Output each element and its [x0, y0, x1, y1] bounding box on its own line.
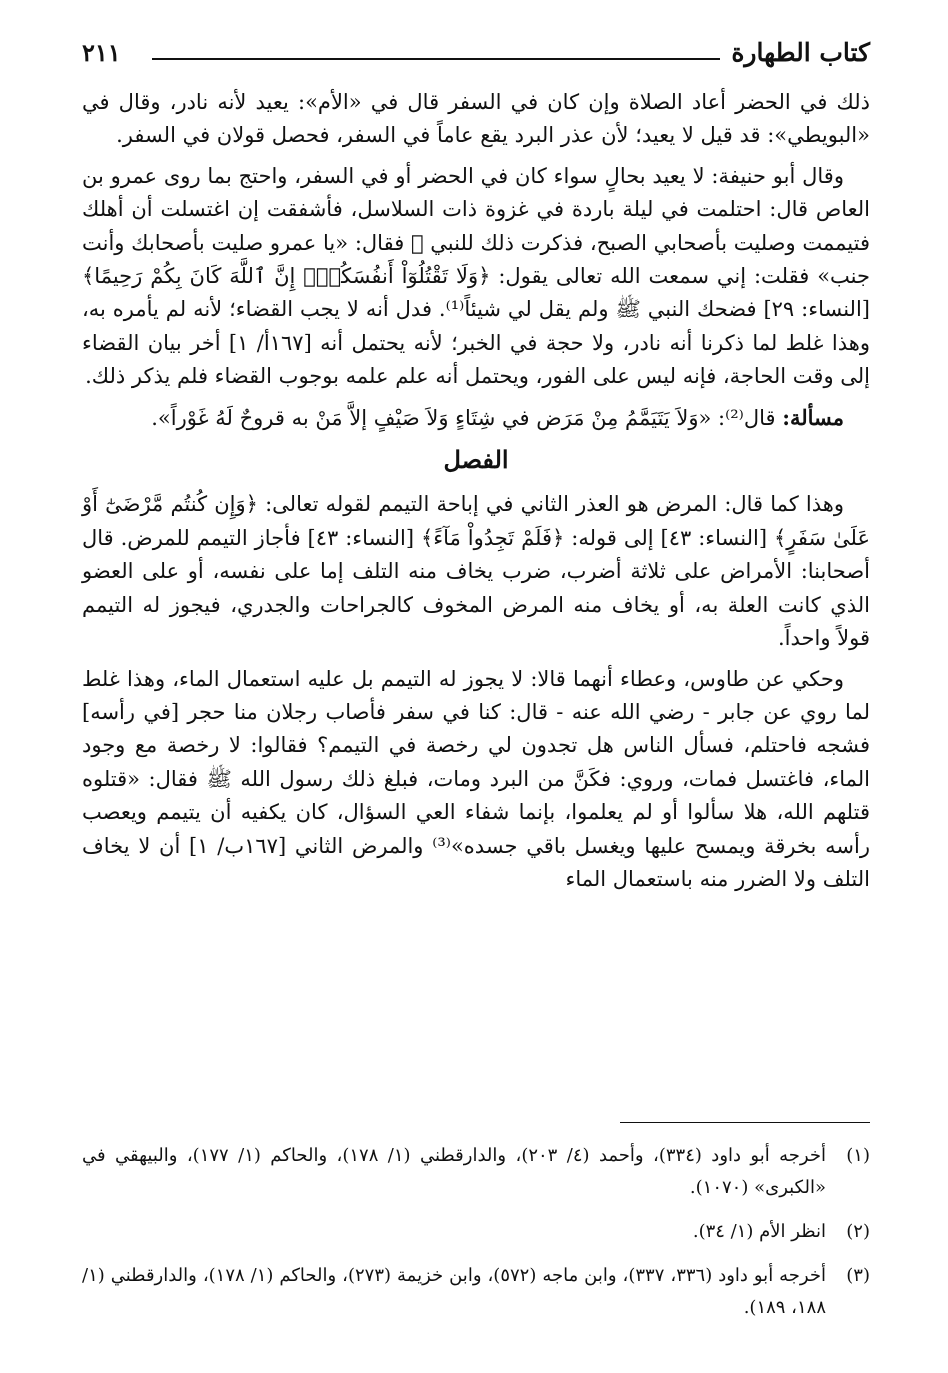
paragraph-5: وحكي عن طاوس، وعطاء أنهما قالا: لا يجوز له التيمم بل عليه استعمال الماء، وهذا غلط لما روي عن جابر - رضي الله عنه - قال: كنا في سفر فأصاب رجلان منا حجر [في رأسه] فشجه فاحتلم، فسأل الناس هل تجدون لي رخصة في التيمم؟ فقالوا: لا رخصة مع وجود الماء، فاغتسل فمات، وروي: فكَنَّ من البرد ومات، فبلغ ذلك رسول الله ﷺ فقال: «قتلوه قتلهم الله، هلا سألوا أو لم يعلموا، بإنما شفاء العي السؤال، كان يكفيه أن يتيمم ويعصب رأسه بخرقة ويمسح عليها ويغسل باقي جسده»⁽³⁾ والمرض الثاني [١٦٧ب/ ١] أن لا يخاف التلف ولا الضرر منه باستعمال الماء: [82, 666, 870, 891]
footnotes: [82, 1140, 870, 1336]
running-header: [82, 32, 870, 78]
masala-label: مسألة:: [782, 404, 844, 430]
footnote-number: (٣): [846, 1265, 870, 1286]
section-heading: الفصل: [443, 445, 509, 475]
footnote-text: أخرجه أبو داود (٣٣٦، ٣٣٧)، وابن ماجه (٥٧٢)، وابن خزيمة (٢٧٣)، والحاكم (١/ ١٧٨)، والدارقطني (١/ ١٨٨، ١٨٩).: [82, 1265, 826, 1318]
masala-text: قال⁽²⁾: «وَلاَ يَتَيَمَّمُ مِنْ مَرَض في شِتَاءٍ وَلاَ صَيْفٍ إلاَّ مَنْ به قروحٌ لَهُ غَوْراً».: [151, 405, 776, 430]
header-rule: [152, 58, 720, 60]
book-title: كتاب الطهارة: [731, 38, 870, 67]
footnote: [82, 1260, 870, 1324]
footnote: [82, 1216, 870, 1248]
footnote: [82, 1140, 870, 1204]
page-number: ٢١١: [82, 38, 121, 67]
main-text: [82, 86, 870, 903]
footnote-number: (٢): [846, 1221, 870, 1242]
footnote-text: أخرجه أبو داود (٣٣٤)، وأحمد (٤/ ٢٠٣)، والدارقطني (١/ ١٧٨)، والحاكم (١/ ١٧٧)، والبيهقي في «الكبرى» (١٠٧٠).: [82, 1145, 826, 1198]
footnote-rule: [620, 1122, 870, 1123]
paragraph-masala: [82, 401, 870, 435]
paragraph-4: وهذا كما قال: المرض هو العذر الثاني في إباحة التيمم لقوله تعالى: ﴿وَإِن كُنتُم مَّرْضَىٰٓ أَوْ عَلَىٰ سَفَرٍ﴾ [النساء: ٤٣] إلى قوله: ﴿فَلَمْ تَجِدُواْ مَآءً﴾ [النساء: ٤٣] فأجاز التيمم للمرض. قال أصحابنا: الأمراض على ثلاثة أضرب، ضرب يخاف منه التلف إما على نفسه، أو على العضو الذي كانت العلة به، أو يخاف منه المرض المخوف كالجراحات والجدري، فيجوز له التيمم قولاً واحداً.: [82, 492, 870, 651]
paragraph-2: وقال أبو حنيفة: لا يعيد بحالٍ سواء كان في الحضر أو في السفر، واحتج بما روى عمرو بن العاص قال: احتلمت في ليلة باردة في غزوة ذات السلاسل، فأشفقت إن اغتسلت أن أهلك فتيممت وصليت بأصحابي الصبح، فذكرت ذلك للنبي ﷺ فقال: «يا عمرو صليت بأصحابك وأنت جنب» فقلت: إني سمعت الله تعالى يقول: ﴿وَلَا تَقْتُلُوٓاْ أَنفُسَكُمْۚ إِنَّ ٱللَّهَ كَانَ بِكُمْ رَحِيمًا﴾ [النساء: ٢٩] فضحك النبي ﷺ ولم يقل لي شيئاً⁽¹⁾. فدل أنه لا يجب القضاء؛ لأنه لم يأمره به، وهذا غلط لما ذكرنا أنه نادر، ولا حجة في الخبر؛ لأنه يحتمل أنه [١٦٧أ/ ١] أخر بيان القضاء إلى وقت الحاجة، فإنه ليس على الفور، ويحتمل أنه علم علمه بوجوب القضاء فلم يذكر ذلك.: [82, 163, 871, 389]
footnote-number: (١): [846, 1145, 870, 1166]
footnote-text: انظر الأم (١/ ٣٤).: [692, 1221, 826, 1242]
paragraph-1: ذلك في الحضر أعاد الصلاة وإن كان في السفر قال في «الأم»: يعيد لأنه نادر، وقال في «البويطي»: قد قيل لا يعيد؛ لأن عذر البرد يقع عاماً في السفر، فحصل قولان في السفر.: [82, 90, 870, 148]
